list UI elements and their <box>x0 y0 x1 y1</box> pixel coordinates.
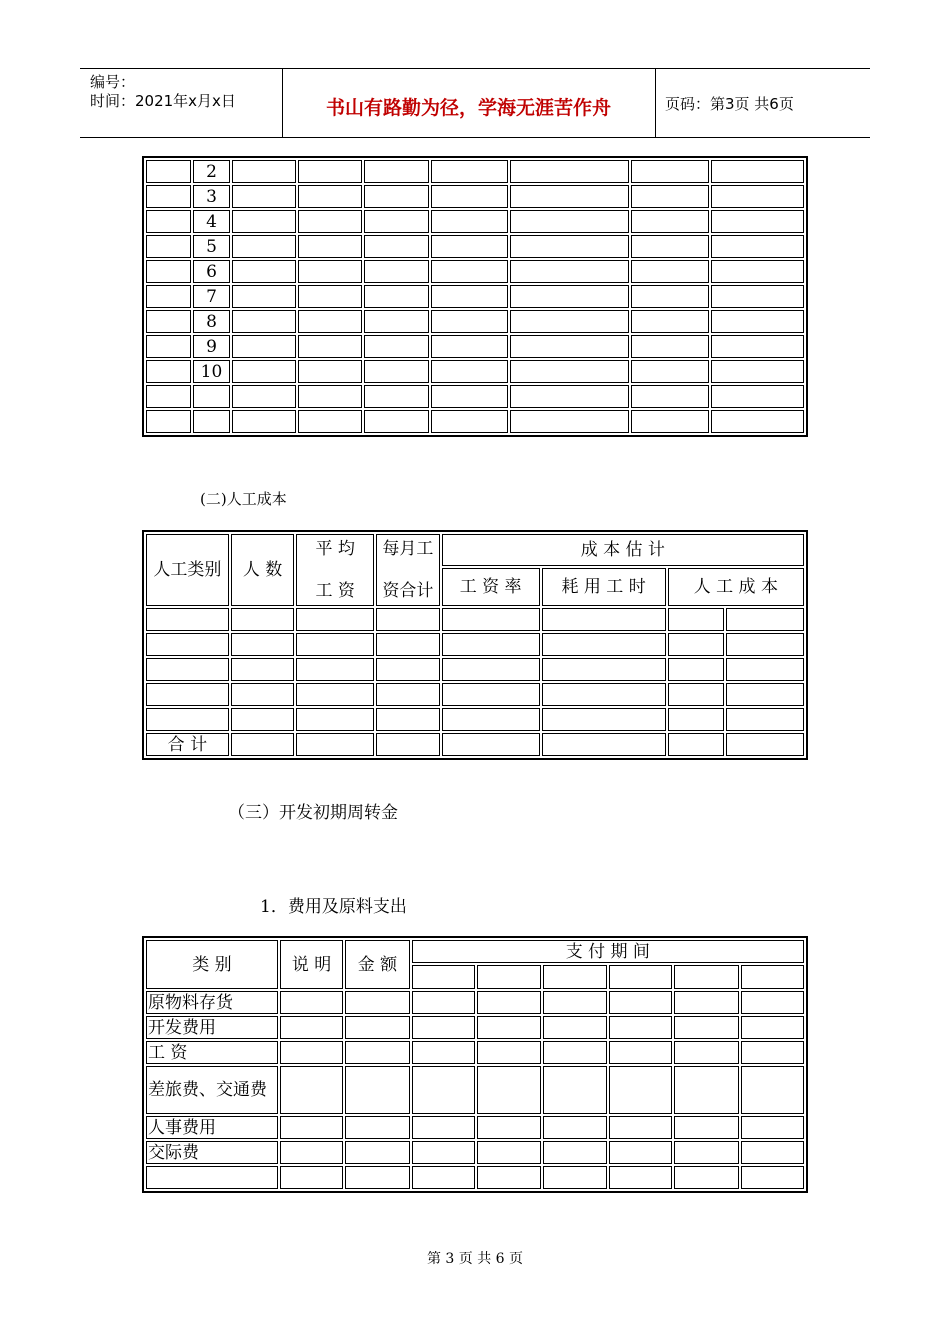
table-cell <box>364 210 429 233</box>
document-date-label: 时间：2021年x月x日 <box>90 92 236 110</box>
table-cell <box>146 633 229 656</box>
table-cell <box>345 1141 409 1164</box>
table-cell <box>376 708 440 731</box>
table-cell <box>364 285 429 308</box>
table-cell <box>364 260 429 283</box>
table-cell <box>412 1066 475 1114</box>
table-cell <box>231 633 295 656</box>
period-cell <box>609 965 672 989</box>
table-cell <box>543 991 606 1014</box>
row-number: 8 <box>193 310 231 333</box>
table-cell <box>146 210 191 233</box>
table-cell <box>477 1016 541 1039</box>
table-cell <box>726 683 804 706</box>
table-cell <box>296 608 374 631</box>
page-footer: 第 3 页 共 6 页 <box>426 1251 524 1267</box>
table-cell <box>431 210 508 233</box>
header-category: 类 别 <box>146 940 278 989</box>
continuation-table <box>142 156 808 437</box>
section-title-labor-cost: (二)人工成本 <box>200 490 287 508</box>
header-labor-category: 人工类别 <box>146 534 229 606</box>
table-cell <box>431 335 508 358</box>
table-row <box>146 708 804 731</box>
table-cell <box>376 683 440 706</box>
section-title-working-capital: （三）开发初期周转金 <box>228 803 398 823</box>
table-row <box>146 1166 804 1189</box>
table-cell <box>711 335 804 358</box>
table-cell <box>609 1116 672 1139</box>
table-cell <box>296 633 374 656</box>
table-cell <box>298 310 362 333</box>
table-cell <box>146 185 191 208</box>
table-cell <box>280 1116 343 1139</box>
table-cell <box>442 608 540 631</box>
header-headcount: 人 数 <box>231 534 295 606</box>
row-number: 2 <box>193 160 231 183</box>
table-cell <box>442 708 540 731</box>
table-cell <box>146 310 191 333</box>
table-cell <box>345 1041 409 1064</box>
header-cost-estimate: 成 本 估 计 <box>442 534 804 566</box>
table-cell <box>674 1066 738 1114</box>
table-cell <box>543 1116 606 1139</box>
table-cell <box>510 210 629 233</box>
table-cell <box>674 1166 738 1189</box>
table-row <box>146 410 804 433</box>
table-cell <box>741 1066 804 1114</box>
table-cell <box>431 185 508 208</box>
table-cell <box>232 210 296 233</box>
table-cell <box>668 708 725 731</box>
table-cell <box>232 235 296 258</box>
table-cell <box>711 410 804 433</box>
table-cell <box>345 1066 409 1114</box>
row-number <box>193 410 231 433</box>
row-number: 6 <box>193 260 231 283</box>
row-number: 3 <box>193 185 231 208</box>
table-cell <box>674 1116 738 1139</box>
table-cell <box>431 160 508 183</box>
table-cell <box>412 1041 475 1064</box>
expense-category: 原物料存货 <box>146 991 278 1014</box>
table-cell <box>412 1141 475 1164</box>
table-row <box>146 235 804 258</box>
table-row <box>146 185 804 208</box>
table-cell <box>231 683 295 706</box>
table-cell <box>542 633 666 656</box>
table-cell <box>741 1141 804 1164</box>
table-row <box>146 991 804 1014</box>
table-row <box>146 160 804 183</box>
table-row <box>146 683 804 706</box>
table-cell <box>364 335 429 358</box>
table-cell <box>431 310 508 333</box>
table-cell <box>442 633 540 656</box>
period-cell <box>741 965 804 989</box>
table-cell <box>364 310 429 333</box>
table-cell <box>442 658 540 681</box>
table-cell <box>364 160 429 183</box>
table-cell <box>477 1141 541 1164</box>
table-cell <box>741 991 804 1014</box>
header-monthly-wage-total: 每月工 资合计 <box>376 534 440 606</box>
table-row <box>146 1141 804 1164</box>
table-cell <box>631 310 709 333</box>
table-cell <box>280 1166 343 1189</box>
table-cell <box>431 260 508 283</box>
table-cell <box>345 1116 409 1139</box>
table-cell <box>298 210 362 233</box>
table-cell <box>442 683 540 706</box>
header-wage-rate: 工 资 率 <box>442 568 540 606</box>
table-cell <box>232 185 296 208</box>
table-cell <box>477 1066 541 1114</box>
table-cell <box>232 335 296 358</box>
table-cell <box>280 1016 343 1039</box>
header-motto: 书山有路勤为径，学海无涯苦作舟 <box>325 97 611 119</box>
table-cell <box>668 733 725 756</box>
table-cell <box>711 310 804 333</box>
table-cell <box>668 683 725 706</box>
table-cell <box>726 733 804 756</box>
table-cell <box>477 991 541 1014</box>
table-cell <box>726 633 804 656</box>
table-cell <box>232 260 296 283</box>
table-cell <box>510 335 629 358</box>
table-cell <box>609 1041 672 1064</box>
table-cell <box>298 260 362 283</box>
table-cell <box>280 1141 343 1164</box>
table-cell <box>510 360 629 383</box>
table-cell <box>477 1166 541 1189</box>
table-cell <box>631 260 709 283</box>
table-cell <box>376 658 440 681</box>
table-cell <box>146 385 191 408</box>
page-indicator: 页码：第3页 共6页 <box>665 95 794 113</box>
table-cell <box>674 991 738 1014</box>
table-cell <box>231 658 295 681</box>
table-cell <box>345 991 409 1014</box>
table-cell <box>510 410 629 433</box>
table-cell <box>232 160 296 183</box>
table-cell <box>298 185 362 208</box>
table-cell <box>711 360 804 383</box>
table-cell <box>146 658 229 681</box>
table-cell <box>412 991 475 1014</box>
table-cell <box>510 285 629 308</box>
table-cell <box>542 658 666 681</box>
expense-category: 工 资 <box>146 1041 278 1064</box>
table-cell <box>146 285 191 308</box>
table-cell <box>296 658 374 681</box>
table-cell <box>364 185 429 208</box>
table-cell <box>146 160 191 183</box>
table-cell <box>477 1116 541 1139</box>
table-cell <box>412 1016 475 1039</box>
table-cell <box>609 1016 672 1039</box>
table-cell <box>298 360 362 383</box>
table-cell <box>296 683 374 706</box>
row-number: 10 <box>193 360 231 383</box>
table-cell <box>668 608 725 631</box>
period-cell <box>412 965 475 989</box>
table-cell <box>542 608 666 631</box>
table-row <box>146 360 804 383</box>
row-number: 9 <box>193 335 231 358</box>
table-cell <box>364 410 429 433</box>
expense-category: 差旅费、交通费 <box>146 1066 278 1114</box>
expense-category: 人事费用 <box>146 1116 278 1139</box>
table-row <box>146 385 804 408</box>
table-cell <box>431 235 508 258</box>
table-cell <box>146 410 191 433</box>
table-cell <box>376 633 440 656</box>
table-cell <box>711 210 804 233</box>
table-cell <box>298 285 362 308</box>
table-row <box>146 335 804 358</box>
table-cell <box>231 708 295 731</box>
table-cell <box>298 235 362 258</box>
table-cell <box>232 285 296 308</box>
table-cell <box>412 1116 475 1139</box>
header-divider <box>655 69 656 137</box>
table-cell <box>631 160 709 183</box>
table-cell <box>232 385 296 408</box>
expense-table <box>142 936 808 1193</box>
table-cell <box>668 658 725 681</box>
table-cell <box>668 633 725 656</box>
table-cell <box>364 235 429 258</box>
table-cell <box>711 285 804 308</box>
table-cell <box>280 1066 343 1114</box>
table-cell <box>631 210 709 233</box>
row-number: 5 <box>193 235 231 258</box>
table-cell <box>376 608 440 631</box>
header-note: 说 明 <box>280 940 343 989</box>
table-cell <box>510 185 629 208</box>
table-cell <box>431 285 508 308</box>
table-cell <box>631 410 709 433</box>
table-row <box>146 210 804 233</box>
table-cell <box>631 385 709 408</box>
table-cell <box>364 360 429 383</box>
table-cell <box>543 1016 606 1039</box>
table-cell <box>296 733 374 756</box>
table-cell <box>543 1166 606 1189</box>
table-cell <box>298 160 362 183</box>
table-row <box>146 260 804 283</box>
table-cell <box>631 235 709 258</box>
table-cell <box>345 1016 409 1039</box>
table-cell <box>543 1066 606 1114</box>
labor-cost-table <box>142 530 808 760</box>
table-cell <box>741 1016 804 1039</box>
page-header <box>80 68 870 138</box>
header-labor-cost: 人 工 成 本 <box>668 568 804 606</box>
table-row <box>146 1041 804 1064</box>
expense-category: 交际费 <box>146 1141 278 1164</box>
table-row <box>146 658 804 681</box>
header-payment-period: 支 付 期 间 <box>412 940 804 963</box>
table-cell <box>280 991 343 1014</box>
table-cell <box>376 733 440 756</box>
table-cell <box>609 1166 672 1189</box>
table-cell <box>232 310 296 333</box>
table-cell <box>510 260 629 283</box>
expense-category <box>146 1166 278 1189</box>
row-number: 7 <box>193 285 231 308</box>
table-cell <box>674 1041 738 1064</box>
table-cell <box>146 235 191 258</box>
table-cell <box>726 608 804 631</box>
table-cell <box>741 1116 804 1139</box>
row-number <box>193 385 231 408</box>
table-cell <box>232 360 296 383</box>
total-row <box>146 733 804 756</box>
table-cell <box>431 385 508 408</box>
table-cell <box>609 1141 672 1164</box>
table-cell <box>609 1066 672 1114</box>
table-cell <box>674 1141 738 1164</box>
table-cell <box>711 235 804 258</box>
table-cell <box>298 385 362 408</box>
table-cell <box>631 285 709 308</box>
table-cell <box>146 683 229 706</box>
table-cell <box>146 360 191 383</box>
table-cell <box>298 335 362 358</box>
table-cell <box>431 360 508 383</box>
table-cell <box>510 235 629 258</box>
table-cell <box>146 335 191 358</box>
table-cell <box>510 160 629 183</box>
header-hours-used: 耗 用 工 时 <box>542 568 666 606</box>
table-row <box>146 633 804 656</box>
table-cell <box>674 1016 738 1039</box>
table-cell <box>711 185 804 208</box>
table-cell <box>146 608 229 631</box>
table-cell <box>431 410 508 433</box>
table-cell <box>298 410 362 433</box>
table-cell <box>631 185 709 208</box>
table-cell <box>477 1041 541 1064</box>
header-amount: 金 额 <box>345 940 409 989</box>
table-row <box>146 1116 804 1139</box>
table-cell <box>296 708 374 731</box>
table-cell <box>232 410 296 433</box>
table-row <box>146 1016 804 1039</box>
table-cell <box>146 708 229 731</box>
period-cell <box>477 965 541 989</box>
table-cell <box>609 991 672 1014</box>
period-cell <box>543 965 606 989</box>
document-number-label: 编号： <box>90 73 136 91</box>
table-cell <box>510 310 629 333</box>
table-cell <box>146 260 191 283</box>
header-average-wage: 平 均 工 资 <box>296 534 374 606</box>
expense-category: 开发费用 <box>146 1016 278 1039</box>
table-cell <box>231 608 295 631</box>
row-number: 4 <box>193 210 231 233</box>
table-cell <box>631 360 709 383</box>
table-row <box>146 285 804 308</box>
table-cell <box>711 385 804 408</box>
subsection-title-expenses: 1．费用及原料支出 <box>260 897 407 917</box>
table-cell <box>543 1041 606 1064</box>
table-cell <box>442 733 540 756</box>
table-cell <box>412 1166 475 1189</box>
table-cell <box>543 1141 606 1164</box>
total-label: 合 计 <box>146 733 229 756</box>
table-cell <box>364 385 429 408</box>
table-cell <box>726 658 804 681</box>
table-cell <box>542 683 666 706</box>
period-cell <box>674 965 738 989</box>
table-cell <box>711 260 804 283</box>
table-cell <box>280 1041 343 1064</box>
table-cell <box>542 733 666 756</box>
table-row <box>146 1066 804 1114</box>
table-cell <box>726 708 804 731</box>
table-row <box>146 310 804 333</box>
table-cell <box>741 1166 804 1189</box>
table-cell <box>711 160 804 183</box>
table-cell <box>741 1041 804 1064</box>
table-cell <box>345 1166 409 1189</box>
table-row <box>146 608 804 631</box>
table-cell <box>542 708 666 731</box>
table-cell <box>510 385 629 408</box>
table-cell <box>631 335 709 358</box>
table-cell <box>231 733 295 756</box>
